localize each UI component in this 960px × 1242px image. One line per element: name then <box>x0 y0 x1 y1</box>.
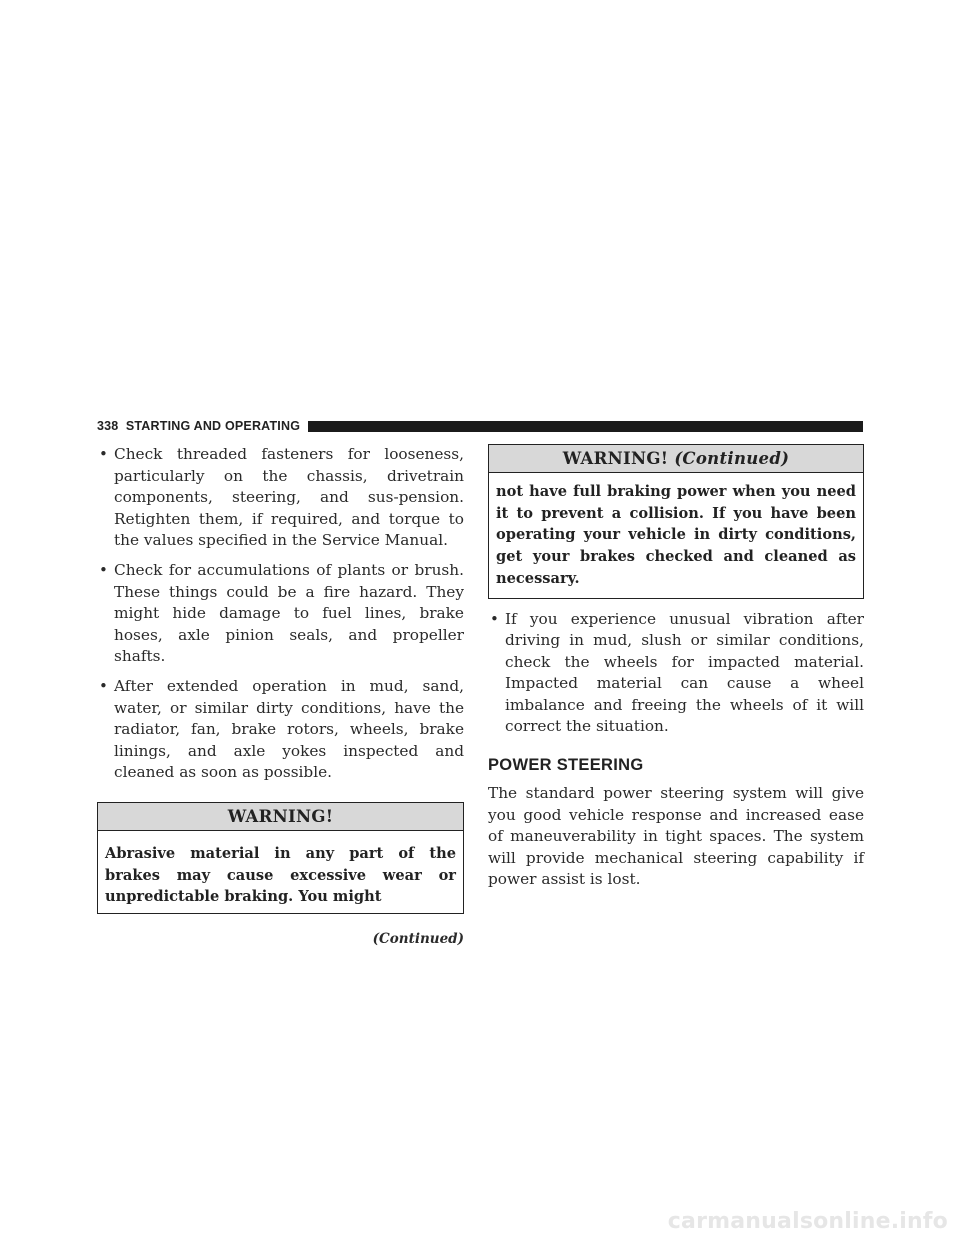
bullet-icon: • <box>99 445 108 463</box>
continued-label: (Continued) <box>372 931 464 948</box>
warning-body: Abrasive material in any part of the brakes may cause excessive wear or unpredictable braking. You might <box>105 844 456 906</box>
warning-box <box>97 802 464 914</box>
section-name: STARTING AND OPERATING <box>125 419 301 433</box>
warning-box-continued <box>488 444 864 599</box>
warning-title: WARNING! <box>98 803 463 831</box>
right-column <box>488 444 864 891</box>
header-rule <box>308 421 863 432</box>
bullet-icon: • <box>99 676 108 695</box>
warning-title <box>489 445 863 473</box>
page-number: 338 <box>97 419 119 433</box>
bullet-text: Check threaded fasteners for looseness, particularly on the chassis, drivetrain components, steering, and sus-pension. Retighten them, if required, and torque to the values specified in the Service Manual. <box>114 445 464 550</box>
bullet-text: If you experience unusual vibration after driving in mud, slush or similar conditions, check the wheels for impacted material. Impacted material can cause a wheel imbalance and freeing the wheels of it will correct the situation. <box>505 609 864 736</box>
section-title: POWER STEERING <box>488 756 644 775</box>
page-header <box>97 418 863 434</box>
warning-body: not have full braking power when you need it to prevent a collision. If you have been operating your vehicle in dirty conditions, get your brakes checked and cleaned as necessary. <box>496 483 856 587</box>
warning-title-text: WARNING! <box>562 449 669 468</box>
bullet-icon: • <box>99 560 108 579</box>
warning-continued-text: (Continued) <box>674 449 790 468</box>
bullet-icon: • <box>490 609 499 628</box>
list-item <box>97 444 464 552</box>
list-item <box>97 676 464 784</box>
left-column <box>97 444 464 947</box>
watermark: carmanualsonline.info <box>667 1209 948 1234</box>
paragraph: The standard power steering system will give you good vehicle response and increased ease of maneuverability in tight spaces. The system will provide mechanical steering capability if power assist is lost. <box>488 784 864 889</box>
list-item <box>488 609 864 739</box>
list-item <box>97 560 464 668</box>
header-text <box>97 419 308 433</box>
bullet-text: After extended operation in mud, sand, water, or similar dirty conditions, have the radiator, fan, brake rotors, wheels, brake linings, and axle yokes inspected and cleaned as soon as possible. <box>114 676 464 782</box>
bullet-text: Check for accumulations of plants or brush. These things could be a fire hazard. They might hide damage to fuel lines, brake hoses, axle pinion seals, and propeller shafts. <box>114 560 464 666</box>
